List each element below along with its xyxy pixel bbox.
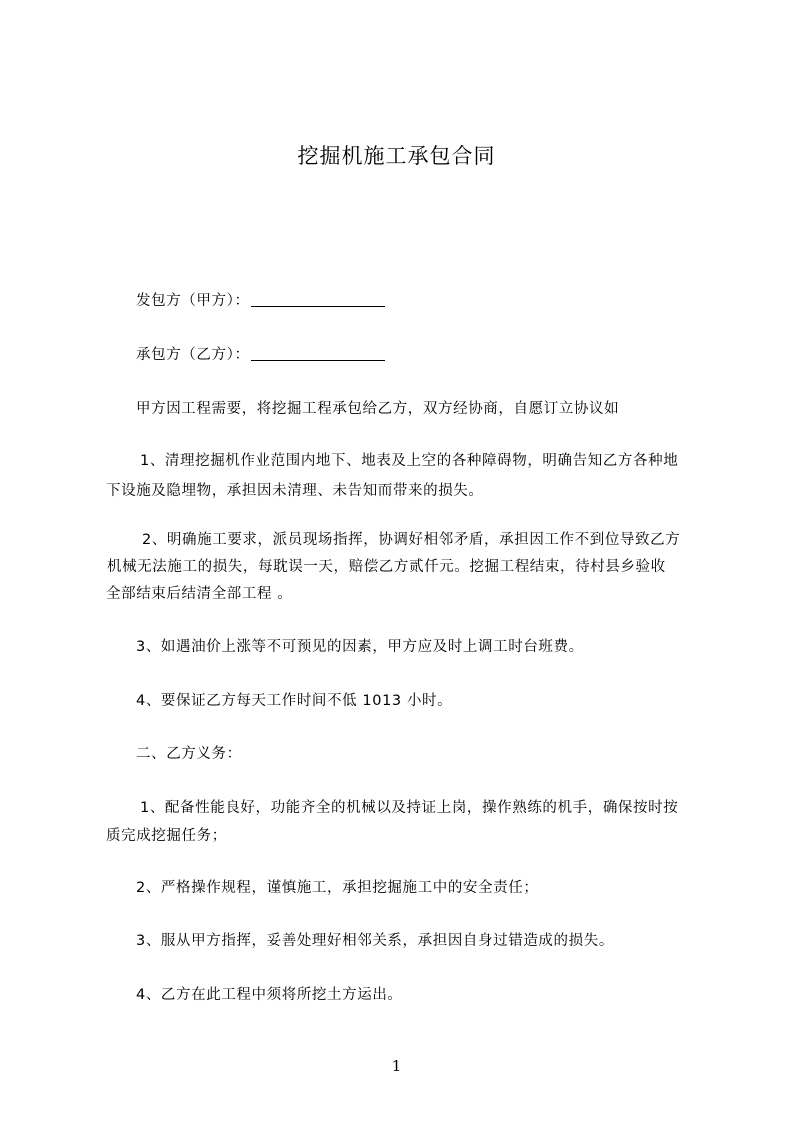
clause3: 3、如遇油价上涨等不可预见的因素，甲方应及时上调工时台班费。	[136, 639, 584, 655]
party-b-blank	[251, 359, 385, 361]
clause2-line2: 机械无法施工的损失，每耽误一天，赔偿乙方贰仟元。挖掘工程结束，待村县乡验收	[107, 559, 666, 575]
clause1-line1: 1、清理挖掘机作业范围内地下、地表及上空的各种障碍物，明确告知乙方各种地	[140, 453, 679, 469]
party-a-line	[106, 291, 746, 311]
intro-paragraph: 甲方因工程需要，将挖掘工程承包给乙方，双方经协商，自愿订立协议如	[136, 401, 620, 417]
duty1-line1: 1、配备性能良好，功能齐全的机械以及持证上岗，操作熟练的机手，确保按时按	[140, 800, 679, 816]
section2-heading: 二、乙方义务：	[136, 746, 242, 762]
document-title: 挖掘机施工承包合同	[297, 144, 496, 168]
duty3: 3、服从甲方指挥，妥善处理好相邻关系，承担因自身过错造成的损失。	[136, 933, 614, 949]
duty1-line2: 质完成挖掘任务；	[106, 828, 227, 844]
clause1-line2: 下设施及隐埋物，承担因未清理、未告知而带来的损失。	[106, 483, 484, 499]
party-b-label: 承包方（乙方）：	[136, 347, 250, 363]
party-a-blank	[251, 305, 385, 307]
duty2: 2、严格操作规程，谨慎施工，承担挖掘施工中的安全责任；	[136, 880, 539, 896]
clause2-line3: 全部结束后结清全部工程 。	[106, 586, 293, 602]
clause4: 4、要保证乙方每天工作时间不低 1013 小时。	[136, 693, 453, 709]
page-number: 1	[391, 1057, 402, 1075]
party-a-label: 发包方（甲方）：	[136, 293, 250, 309]
party-b-line	[106, 345, 746, 365]
clause2-line1: 2、明确施工要求，派员现场指挥，协调好相邻矛盾，承担因工作不到位导致乙方	[142, 532, 681, 548]
duty4: 4、乙方在此工程中须将所挖土方运出。	[136, 987, 403, 1003]
